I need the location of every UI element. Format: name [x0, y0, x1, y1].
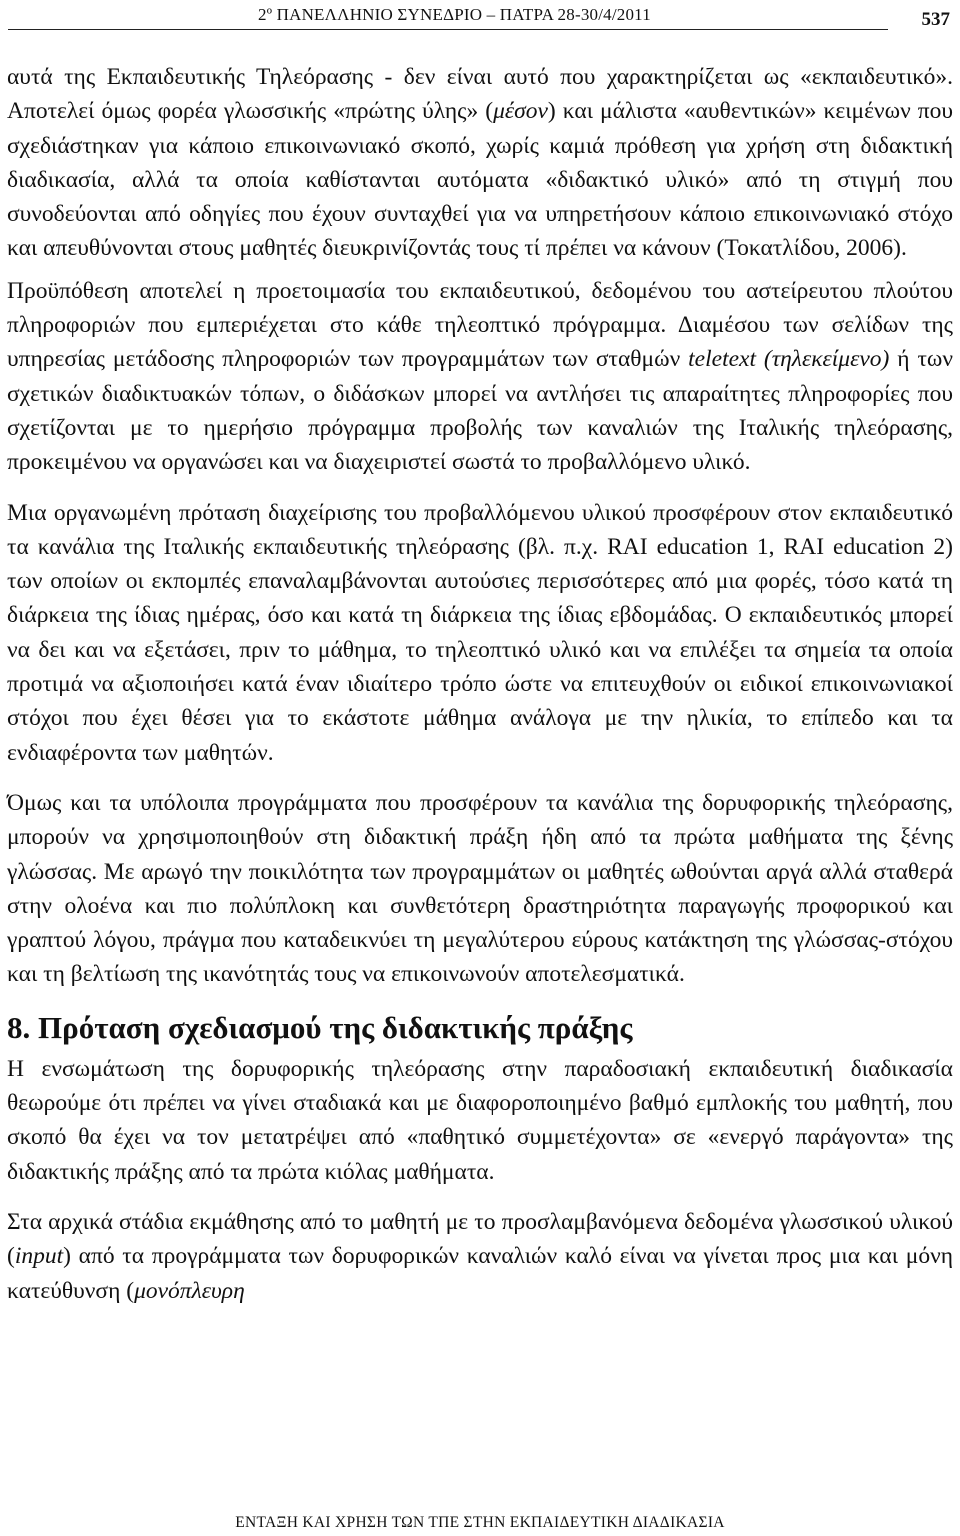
paragraph-4-text: Όμως και τα υπόλοιπα προγράμματα που προσφέρουν τα κανάλια της δορυφορικής τηλεόρασης, μπορούν να χρησιμοποιηθούν στη διδακτική πράξη ήδη από τα πρώτα μαθήματα της ξένης γλώσσας. Με αρωγό την ποικιλότητα των προγραμμάτων οι μαθητές ωθούνται αργά αλλά σταθερά στην ολοένα και πιο πολύπλοκη και συνθετότερη δραστηριότητα παραγωγής προφορικού και γραπτού λόγου, πράγμα που καταδεικνύει τη μεγαλύτερου εύρους κατάκτηση της γλώσσας-στόχου και τη βελτίωση της ικανότητάς τους να επικοινωνούν αποτελεσματικά. — [7, 789, 953, 988]
paragraph-1-text: αυτά της Εκπαιδευτικής Τηλεόρασης - δεν είναι αυτό που χαρακτηρίζεται ως «εκπαιδευτικό». Αποτελεί όμως φορέα γλωσσικής «πρώτης ύλης» ( — [7, 64, 953, 125]
page-number: 537 — [921, 9, 950, 30]
paragraph-2-italic: teletext (τηλεκείμενο) — [688, 346, 890, 373]
paragraph-3-text: Μια οργανωμένη πρόταση διαχείρισης του προβαλλόμενου υλικού προσφέρουν στον εκπαιδευτικό τα κανάλια της Ιταλικής εκπαιδευτικής τηλεόρασης (βλ. π.χ. RAI education 1, RAI education 2) των οποίων οι εκπομπές επαναλαμβάνονται αυτούσιες περισσότερες από μια φορές, τόσο κατά τη διάρκεια της ίδιας ημέρας, όσο και κατά τη διάρκεια της ίδιας εβδομάδας. Ο εκπαιδευτικός μπορεί να δει και να εξετάσει, πριν το μάθημα, το τηλεοπτικό υλικό και να επιλέξει τα σημεία τα οποία προτιμά να αξιοποιήσει κατά έναν ιδιαίτερο τρόπο ώστε να επιτευχθούν οι ειδικοί επικοινωνιακοί στόχοι που έχει θέσει για το εκάστοτε μάθημα ανάλογα με την ηλικία, το επίπεδο και τα ενδιαφέροντα των μαθητών. — [7, 499, 953, 766]
section-paragraph-1 — [7, 1052, 953, 1189]
header-divider — [8, 29, 888, 30]
page-footer: ΕΝΤΑΞΗ ΚΑΙ ΧΡΗΣΗ ΤΩΝ ΤΠΕ ΣΤΗΝ ΕΚΠΑΙΔΕΥΤΙΚΗ ΔΙΑΔΙΚΑΣΙΑ — [235, 1514, 725, 1531]
paragraph-2 — [7, 274, 953, 480]
section-heading: 8. Πρόταση σχεδιασμού της διδακτικής πράξης — [7, 1009, 633, 1045]
section-paragraph-1-text: Η ενσωμάτωση της δορυφορικής τηλεόρασης στην παραδοσιακή εκπαιδευτική διαδικασία θεωρούμε ότι πρέπει να γίνει σταδιακά και με διαφοροποιημένο βαθμό εμπλοκής του μαθητή, που σκοπό θα έχει να τον μετατρέψει από «παθητικό συμμετέχοντα» σε «ενεργό παράγοντα» της διδακτικής πράξης από τα πρώτα κιόλας μαθήματα. — [7, 1055, 953, 1185]
section-paragraph-2-italic-2: μονόπλευρη — [134, 1277, 245, 1304]
paragraph-1-italic: μέσον — [493, 98, 548, 125]
section-paragraph-2-italic: input — [14, 1243, 64, 1270]
document-body — [7, 60, 953, 1324]
paragraph-1-text-after: ) και μάλιστα «αυθεντικών» κειμένων που σχεδιάστηκαν για κάποιο επικοινωνιακό σκοπό, χωρίς καμιά πρόθεση για χρήση στη διδακτική διαδικασία, αλλά τα οποία καθίστανται αυτόματα «διδακτικό υλικό» από τη στιγμή που συνοδεύονται από οδηγίες που έχουν συνταχθεί για να υπηρετήσουν κάποιο επικοινωνιακό στόχο και απευθύνονται στους μαθητές διευκρινίζοντάς τους τί πρέπει να κάνουν (Τοκατλίδου, 2006). — [7, 98, 953, 262]
running-header: 2º ΠΑΝΕΛΛΗΝΙΟ ΣΥΝΕΔΡΙΟ – ΠΑΤΡΑ 28-30/4/2011 — [258, 5, 651, 24]
section-paragraph-2 — [7, 1205, 953, 1308]
page-header — [0, 0, 960, 40]
paragraph-3 — [7, 496, 953, 770]
paragraph-4 — [7, 786, 953, 992]
section-paragraph-2-text-after: ) από τα προγράμματα των δορυφορικών καναλιών καλό είναι να γίνεται προς μια και μόνη κατεύθυνση ( — [7, 1243, 953, 1304]
paragraph-1 — [7, 60, 953, 266]
paragraph-2-text-after: ή των σχετικών διαδικτυακών τόπων, ο διδάσκων μπορεί να αντλήσει τις απαραίτητες πληροφορίες που σχετίζονται με το ημερήσιο πρόγραμμα προβολής των καναλιών της Ιταλικής τηλεόρασης, προκειμένου να οργανώσει και να διαχειριστεί σωστά το προβαλλόμενο υλικό. — [7, 346, 953, 476]
paragraph-2-text: Προϋπόθεση αποτελεί η προετοιμασία του εκπαιδευτικού, δεδομένου του αστείρευτου πλούτου πληροφοριών που εμπεριέχεται στο κάθε τηλεοπτικό πρόγραμμα. Διαμέσου των σελίδων της υπηρεσίας μετάδοσης πληροφοριών των προγραμμάτων των σταθμών — [7, 277, 953, 373]
section-paragraph-2-text: Στα αρχικά στάδια εκμάθησης από το μαθητή με το προσλαμβανόμενα δεδομένα γλωσσικού υλικού ( — [7, 1208, 953, 1270]
